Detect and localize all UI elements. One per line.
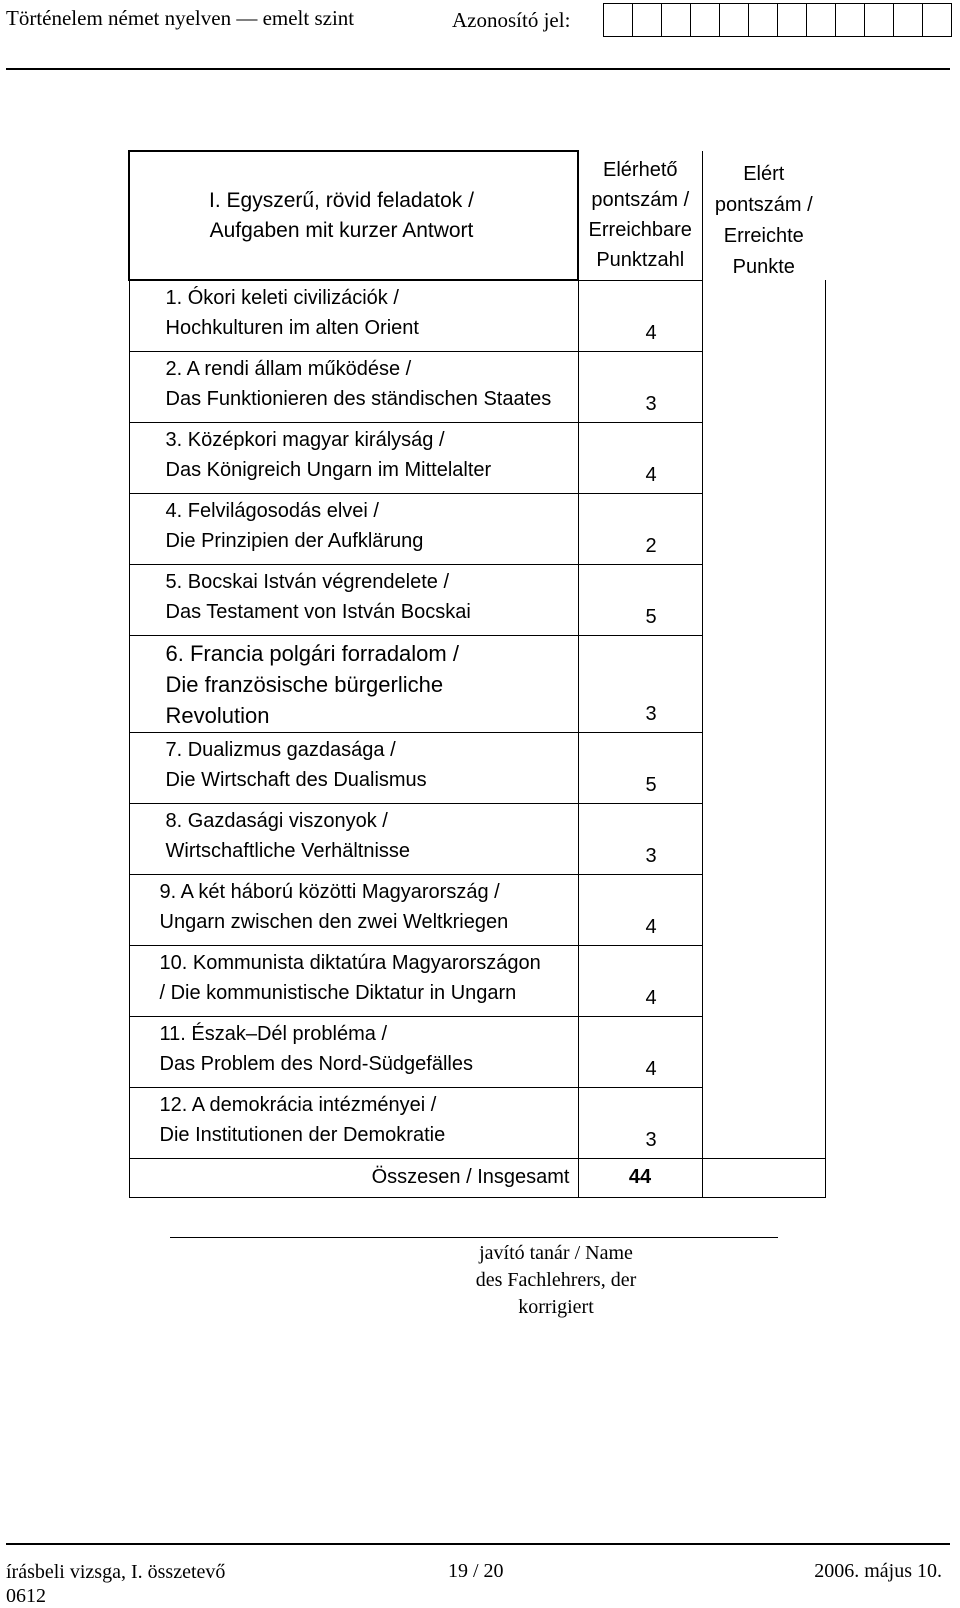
table-header-row (129, 151, 825, 280)
task-name-de: Das Problem des Nord-Südgefälles (159, 1052, 473, 1075)
exam-date: 2006. május 10. (814, 1560, 942, 1582)
max-points-header-line: Elérhető (603, 159, 678, 181)
achieved-points-header-line: Elért (743, 163, 785, 185)
table-row (129, 280, 825, 351)
task-name-de: / Die kommunistische Diktatur in Ungarn (159, 981, 517, 1004)
task-points: 4 (578, 422, 702, 493)
task-points: 2 (578, 493, 702, 564)
max-points-header-line: pontszám / (591, 189, 690, 211)
signature-caption-line: korrigiert (518, 1296, 594, 1318)
table-row (129, 1016, 825, 1087)
task-points: 3 (578, 635, 702, 732)
id-box[interactable] (922, 3, 952, 37)
task-name-hu: 10. Kommunista diktatúra Magyarországon (159, 951, 541, 974)
id-boxes[interactable] (604, 3, 952, 37)
achieved-cell[interactable] (702, 945, 825, 1016)
task-name-hu: 3. Középkori magyar királyság / (165, 428, 445, 451)
task-name-de: Hochkulturen im alten Orient (165, 317, 419, 339)
total-achieved-cell[interactable] (702, 1158, 825, 1197)
achieved-cell[interactable] (702, 422, 825, 493)
achieved-points-header-line: pontszám / (714, 194, 813, 216)
footer-rule (6, 1543, 950, 1545)
task-name-de: Die Prinzipien der Aufklärung (165, 529, 424, 552)
achieved-cell[interactable] (702, 635, 825, 732)
table-row (129, 564, 825, 635)
task-points: 3 (578, 351, 702, 422)
id-box[interactable] (777, 3, 807, 37)
task-name-de: Die französische bürgerliche (165, 671, 444, 697)
total-points: 44 (578, 1158, 702, 1197)
task-points: 4 (578, 1016, 702, 1087)
task-name-hu: 12. A demokrácia intézményei / (159, 1093, 437, 1116)
total-row (129, 1158, 825, 1197)
task-name (129, 493, 578, 564)
section-title-line1: I. Egyszerű, rövid feladatok / (209, 188, 474, 212)
table-row (129, 635, 825, 732)
task-name-hu: 8. Gazdasági viszonyok / (165, 809, 388, 832)
task-name (129, 803, 578, 874)
header-rule (6, 68, 950, 70)
achieved-cell[interactable] (702, 732, 825, 803)
section-title (129, 151, 578, 280)
achieved-points-header-line: Erreichte (723, 225, 804, 247)
achieved-cell[interactable] (702, 1016, 825, 1087)
achieved-cell[interactable] (702, 803, 825, 874)
task-name (129, 874, 578, 945)
id-box[interactable] (661, 3, 691, 37)
task-name (129, 1016, 578, 1087)
table-row (129, 1087, 825, 1158)
task-name (129, 422, 578, 493)
max-points-header (578, 151, 702, 280)
task-name (129, 280, 578, 351)
task-name-hu: 5. Bocskai István végrendelete / (165, 570, 449, 593)
signature-line[interactable] (170, 1237, 778, 1238)
task-name-de: Das Funktionieren des ständischen Staates (165, 387, 552, 410)
id-box[interactable] (806, 3, 836, 37)
id-box[interactable] (632, 3, 662, 37)
id-box[interactable] (719, 3, 749, 37)
task-points: 4 (578, 280, 702, 351)
signature-caption-line: javító tanár / Name (479, 1242, 633, 1264)
footer-exam-code: 0612 (6, 1585, 46, 1607)
task-name-de: Das Königreich Ungarn im Mittelalter (165, 458, 492, 481)
footer-exam-info (6, 1560, 225, 1608)
task-name (129, 351, 578, 422)
table-row (129, 803, 825, 874)
task-name-hu: 7. Dualizmus gazdasága / (165, 738, 396, 761)
task-name (129, 945, 578, 1016)
task-points: 4 (578, 874, 702, 945)
id-box[interactable] (690, 3, 720, 37)
total-label: Összesen / Insgesamt (129, 1158, 578, 1197)
table-row (129, 945, 825, 1016)
id-box[interactable] (603, 3, 633, 37)
id-box[interactable] (835, 3, 865, 37)
achieved-points-header (702, 151, 825, 280)
table-row (129, 351, 825, 422)
id-box[interactable] (893, 3, 923, 37)
section-title-line2: Aufgaben mit kurzer Antwort (209, 218, 474, 242)
table-row (129, 422, 825, 493)
id-box[interactable] (864, 3, 894, 37)
task-name (129, 1087, 578, 1158)
task-name-hu: 4. Felvilágosodás elvei / (165, 499, 379, 522)
task-name-hu: 1. Ókori keleti civilizációk / (165, 287, 399, 309)
achieved-cell[interactable] (702, 564, 825, 635)
table-row (129, 493, 825, 564)
task-name-de: Das Testament von István Bocskai (165, 600, 471, 623)
id-label: Azonosító jel: (452, 8, 571, 32)
max-points-header-line: Erreichbare (588, 219, 692, 241)
table-row (129, 874, 825, 945)
achieved-cell[interactable] (702, 351, 825, 422)
task-points: 4 (578, 945, 702, 1016)
task-name-de: Die Wirtschaft des Dualismus (165, 768, 427, 791)
task-points: 3 (578, 1087, 702, 1158)
task-name-hu: 6. Francia polgári forradalom / (165, 640, 459, 666)
task-points: 5 (578, 732, 702, 803)
task-name (129, 635, 578, 732)
page-number: 19 / 20 (448, 1560, 504, 1582)
task-name-hu: 11. Észak–Dél probléma / (159, 1022, 388, 1045)
task-name-de-cont: Revolution (165, 702, 270, 728)
achieved-cell[interactable] (702, 280, 825, 351)
achieved-cell[interactable] (702, 874, 825, 945)
task-name-de: Ungarn zwischen den zwei Weltkriegen (159, 910, 509, 933)
task-name (129, 564, 578, 635)
signature-caption-line: des Fachlehrers, der (475, 1269, 637, 1291)
table-row (129, 732, 825, 803)
achieved-cell[interactable] (702, 1087, 825, 1158)
task-points: 3 (578, 803, 702, 874)
task-name-de: Die Institutionen der Demokratie (159, 1123, 446, 1146)
task-name-de: Wirtschaftliche Verhältnisse (165, 839, 411, 862)
task-name-hu: 2. A rendi állam működése / (165, 357, 412, 380)
signature-caption (440, 1240, 672, 1321)
task-name-hu: 9. A két háború közötti Magyarország / (159, 880, 500, 903)
achieved-cell[interactable] (702, 493, 825, 564)
max-points-header-line: Punktzahl (596, 249, 685, 271)
footer-exam-name: írásbeli vizsga, I. összetevő (6, 1561, 226, 1583)
task-points: 5 (578, 564, 702, 635)
task-name (129, 732, 578, 803)
score-table (128, 150, 826, 1198)
achieved-points-header-line: Punkte (732, 256, 795, 278)
document-title: Történelem német nyelven — emelt szint (6, 6, 355, 30)
id-box[interactable] (748, 3, 778, 37)
